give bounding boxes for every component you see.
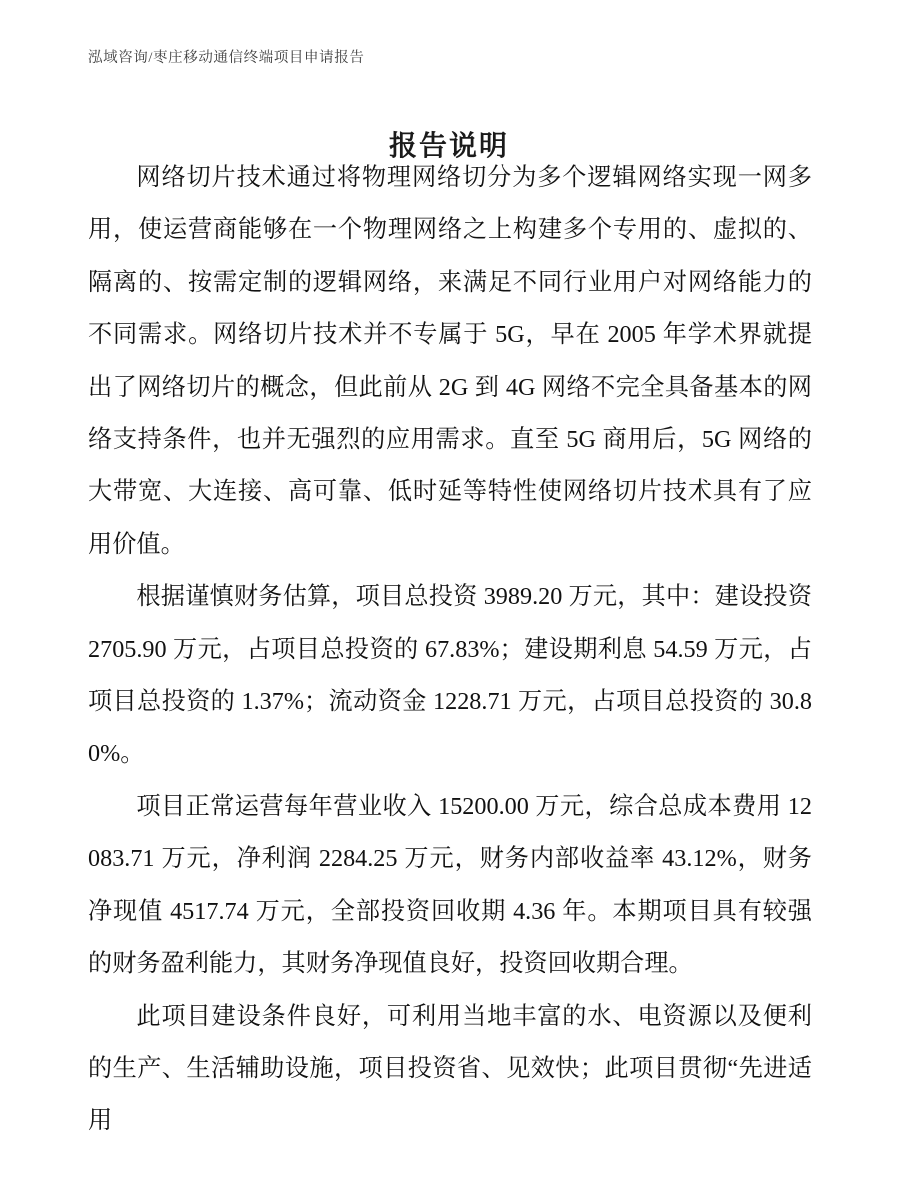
- paragraph-network-slicing: 网络切片技术通过将物理网络切分为多个逻辑网络实现一网多用，使运营商能够在一个物理网络之上构建多个专用的、虚拟的、隔离的、按需定制的逻辑网络，来满足不同行业用户对网络能力的不同需求。网络切片技术并不专属于 5G，早在 2005 年学术界就提出了网络切片的概念，但此前从 2G 到 4G 网络不完全具备基本的网络支持条件，也并无强烈的应用需求。直至 5G 商用后，5G 网络的大带宽、大连接、高可靠、低时延等特性使网络切片技术具有了应用价值。: [88, 164, 812, 558]
- paragraph-investment-estimate: 根据谨慎财务估算，项目总投资 3989.20 万元，其中：建设投资 2705.90 万元，占项目总投资的 67.83%；建设期利息 54.59 万元，占项目总投资的 1.37%；流动资金 1228.71 万元，占项目总投资的 30.80%。: [88, 583, 812, 768]
- page-title: 报告说明: [388, 130, 509, 162]
- paragraph-operating-results: 项目正常运营每年营业收入 15200.00 万元，综合总成本费用 12083.71 万元，净利润 2284.25 万元，财务内部收益率 43.12%，财务净现值 4517.74 万元，全部投资回收期 4.36 年。本期项目具有较强的财务盈利能力，其财务净现值良好，投资回收期合理。: [88, 792, 812, 978]
- page-header: 泓域咨询/枣庄移动通信终端项目申请报告: [88, 50, 365, 66]
- document-body: [88, 152, 812, 1148]
- paragraph-construction-conditions: 此项目建设条件良好，可利用当地丰富的水、电资源以及便利的生产、生活辅助设施，项目投资省、见效快；此项目贯彻“先进适用: [88, 1002, 812, 1135]
